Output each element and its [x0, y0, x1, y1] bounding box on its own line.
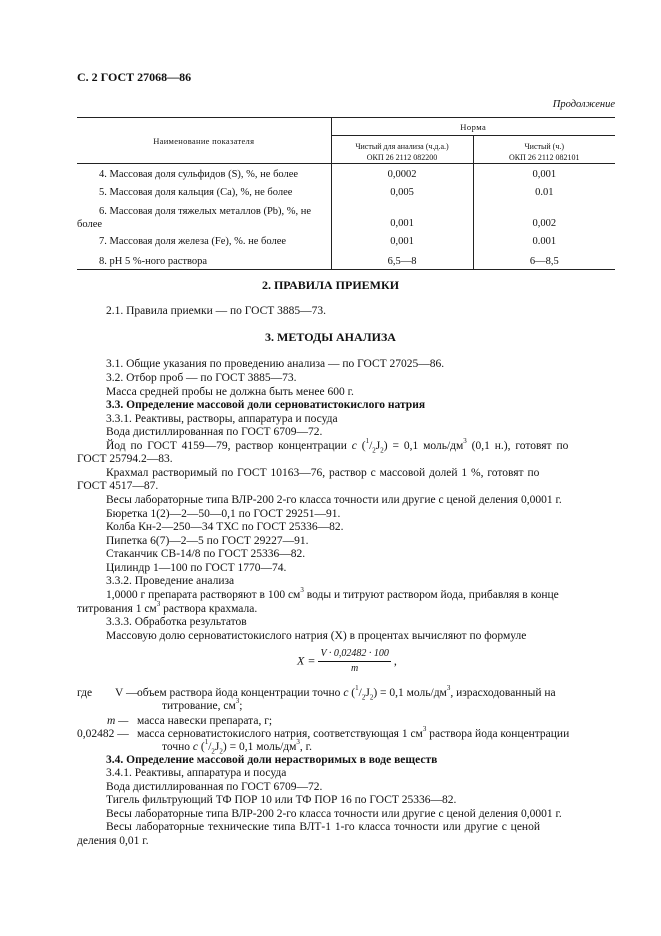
paragraph-water: Вода дистиллированная по ГОСТ 6709—72. [106, 426, 323, 438]
paragraph-crucible: Тигель фильтрующий ТФ ПОР 10 или ТФ ПОР 16 по ГОСТ 25336—82. [106, 794, 457, 806]
column-header-name: Наименование показателя [77, 118, 331, 164]
column-header-grade-b: Чистый (ч.) ОКП 26 2112 082101 [473, 136, 615, 164]
paragraph-starch: Крахмал растворимый по ГОСТ 10163—76, раствор с массовой долей 1 %, готовят по [106, 467, 540, 479]
paragraph-burette: Бюретка 1(2)—2—50—0,1 по ГОСТ 29251—91. [106, 508, 341, 520]
heading-3-3-2: 3.3.2. Проведение анализа [106, 575, 235, 587]
paragraph-procedure: 1,0000 г препарата растворяют в 100 $см^3$ воды и титруют раствором йода, прибавляя в конце [106, 586, 559, 601]
column-header-norm: Норма [331, 118, 615, 136]
norm-table [77, 117, 615, 270]
legend-constant: 0,02482 — масса серноватистокислого натрия, соответствующая 1 $см^3$ раствора йода концентрации точно c $(^1/_2J_2) = 0,1$ моль/$дм^3$, г. [77, 725, 570, 756]
paragraph-3-1: 3.1. Общие указания по проведению анализа — по ГОСТ 27025—86. [106, 358, 445, 370]
continuation-label: Продолжение [552, 99, 615, 110]
paragraph-iodine: Йод по ГОСТ 4159—79, раствор концентрации c $(^1/_2J_2) = 0,1$ моль/$дм^3$ (0,1 н.), готовят по [106, 437, 569, 455]
heading-3-4: 3.4. Определение массовой доли нерастворимых в воде веществ [106, 754, 438, 766]
table-row: 6. Массовая доля тяжелых металлов (Pb), %, не более 0,001 0,002 [77, 200, 615, 231]
paragraph-scales-3-cont: деления 0,01 г. [77, 835, 149, 847]
paragraph-2-1: 2.1. Правила приемки — по ГОСТ 3885—73. [106, 305, 327, 317]
paragraph-pipette: Пипетка 6(7)—2—5 по ГОСТ 29227—91. [106, 535, 309, 547]
paragraph-scales: Весы лабораторные типа ВЛР-200 2-го класса точности или другие с ценой деления 0,0001 г. [106, 494, 562, 506]
table-row: 8. pH 5 %-ного раствора 6,5—8 6—8,5 [77, 249, 615, 270]
paragraph-flask: Колба Кн-2—250—34 ТХС по ГОСТ 25336—82. [106, 521, 344, 533]
paragraph-calc-intro: Массовую долю серноватистокислого натрия (X) в процентах вычисляют по формуле [106, 630, 527, 642]
paragraph-sample-mass: Масса средней пробы не должна быть менее 600 г. [106, 386, 354, 398]
page-header: С. 2 ГОСТ 27068—86 [77, 70, 192, 84]
section-3-title: 3. МЕТОДЫ АНАЛИЗА [265, 330, 396, 344]
paragraph-iodine-cont: ГОСТ 25794.2—83. [77, 453, 173, 465]
heading-3-3: 3.3. Определение массовой доли серноватистокислого натрия [106, 399, 426, 411]
legend-v: где V — объем раствора йода концентрации точно c $(^1/_2J_2) = 0,1$ моль/$дм^3$, израсходованный на титрование, $см^3$; [77, 684, 556, 712]
formula-fraction: $\frac{V \cdot 0,02482 \cdot 100}{m}$ [320, 648, 389, 674]
section-2-title: 2. ПРАВИЛА ПРИЕМКИ [261, 278, 400, 292]
paragraph-procedure-cont: титрования 1 $см^3$ раствора крахмала. [77, 600, 258, 615]
paragraph-3-2: 3.2. Отбор проб — по ГОСТ 3885—73. [106, 372, 297, 384]
paragraph-starch-cont: ГОСТ 4517—87. [77, 480, 159, 492]
heading-3-3-3: 3.3.3. Обработка результатов [106, 616, 247, 628]
heading-3-3-1: 3.3.1. Реактивы, растворы, аппаратура и посуда [106, 413, 338, 425]
heading-3-4-1: 3.4.1. Реактивы, аппаратура и посуда [106, 767, 287, 779]
paragraph-cylinder: Цилиндр 1—100 по ГОСТ 1770—74. [106, 562, 287, 574]
paragraph-scales-3: Весы лабораторные технические типа ВЛТ-1 1-го класса точности или другие с ценой [106, 821, 540, 833]
formula: X = $\frac{V \cdot 0,02482 \cdot 100}{m}$ , [297, 648, 397, 674]
table-row: 5. Массовая доля кальция (Ca), %, не более 0,005 0.01 [77, 182, 615, 200]
paragraph-scales-2: Весы лабораторные типа ВЛР-200 2-го класса точности или другие с ценой деления 0,0001 г. [106, 808, 562, 820]
paragraph-beaker: Стаканчик СВ-14/8 по ГОСТ 25336—82. [106, 548, 306, 560]
table-row: 4. Массовая доля сульфидов (S), %, не более 0,0002 0,001 [77, 164, 615, 183]
column-header-grade-a: Чистый для анализа (ч.д.а.) ОКП 26 2112 082200 [331, 136, 473, 164]
table-row: 7. Массовая доля железа (Fe), %. не более 0,001 0.001 [77, 231, 615, 249]
legend-m: m — масса навески препарата, г; [107, 715, 273, 727]
paragraph-water-2: Вода дистиллированная по ГОСТ 6709—72. [106, 781, 323, 793]
